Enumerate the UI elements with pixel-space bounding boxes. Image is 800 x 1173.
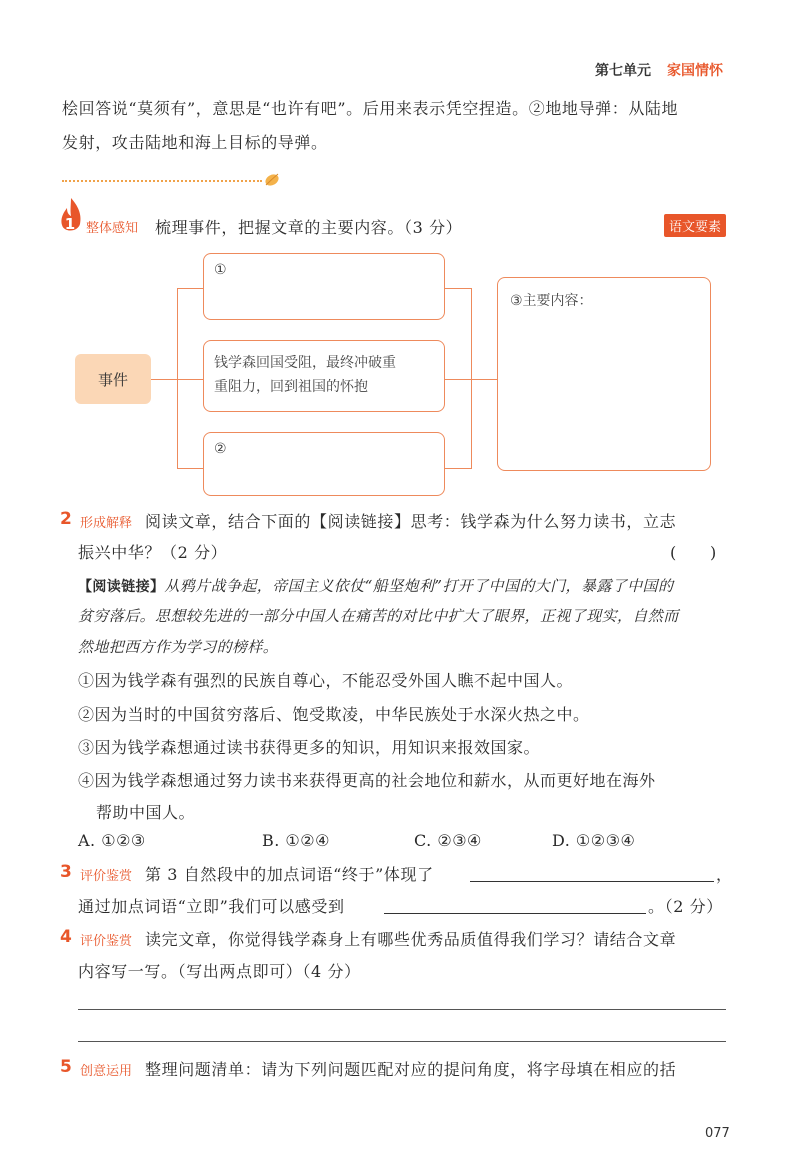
reason-3: ③因为钱学森想通过读书获得更多的知识，用知识来报效国家。 — [78, 738, 541, 757]
event-box — [75, 354, 151, 404]
reason-1: ①因为钱学森有强烈的民族自尊心，不能忍受外国人瞧不起中国人。 — [78, 671, 574, 690]
page-number: 077 — [705, 1126, 730, 1141]
option-d[interactable]: D. ①②③④ — [552, 831, 636, 850]
main-content-answer-box[interactable] — [497, 277, 711, 471]
connector — [445, 288, 472, 289]
q5-number: 5 — [60, 1057, 72, 1077]
q4-answer-line-1[interactable] — [78, 1009, 726, 1010]
option-c[interactable]: C. ②③④ — [414, 831, 482, 850]
reading-link-text-1: 从鸦片战争起，帝国主义依仗“船坚炮利”打开了中国的大门，暴露了中国的 — [164, 577, 674, 595]
q2-answer-paren[interactable]: ( ) — [670, 543, 717, 562]
connector — [177, 288, 204, 289]
reading-link-line-2: 贫穷落后。思想较先进的一部分中国人在痛苦的对比中扩大了眼界，正视了现实，自然而 — [78, 607, 679, 625]
option-b[interactable]: B. ①②④ — [262, 831, 330, 850]
svg-text:1: 1 — [64, 215, 76, 233]
event-answer-box-1[interactable] — [203, 253, 445, 320]
q3-line-1-end: ， — [716, 865, 733, 884]
reading-link-line-3: 然地把西方作为学习的榜样。 — [78, 638, 279, 656]
unit-label: 第七单元 — [595, 63, 651, 79]
connector — [471, 379, 498, 380]
q2-line-2: 振兴中华？（2 分） — [78, 543, 228, 562]
event-label: 事件 — [97, 370, 128, 389]
q3-number: 3 — [60, 862, 72, 882]
box1-marker: ① — [214, 262, 227, 278]
event-answer-box-3[interactable] — [203, 432, 445, 496]
note-line-2: 发射，攻击陆地和海上目标的导弹。 — [62, 133, 328, 152]
q3-line-2: 通过加点词语“立即”我们可以感受到 — [78, 897, 345, 916]
event-box-2 — [203, 340, 445, 412]
option-a[interactable]: A. ①②③ — [78, 831, 146, 850]
unit-theme: 家国情怀 — [667, 63, 723, 79]
box2-line-2: 重阻力，回到祖国的怀抱 — [214, 379, 368, 395]
reading-link-line-1 — [78, 575, 673, 596]
q3-tag: 评价鉴赏 — [80, 869, 133, 884]
q1-tag: 整体感知 — [86, 221, 139, 236]
q3-blank-2[interactable] — [384, 913, 646, 914]
box3-marker: ② — [214, 441, 227, 457]
connector — [445, 379, 472, 380]
connector — [151, 379, 178, 380]
reason-2: ②因为当时的中国贫穷落后、饱受欺凌，中华民族处于水深火热之中。 — [78, 705, 590, 724]
reason-4-cont: 帮助中国人。 — [96, 803, 196, 822]
q5-text: 整理问题清单：请为下列问题匹配对应的提问角度，将字母填在相应的括 — [145, 1060, 677, 1079]
q4-line-2: 内容写一写。（写出两点即可）（4 分） — [78, 962, 361, 981]
q3-line-2-end: 。（2 分） — [648, 897, 723, 916]
leaf-icon — [262, 170, 282, 188]
reading-link-head: 【阅读链接】 — [78, 579, 165, 595]
box2-line-1: 钱学森回国受阻，最终冲破重 — [214, 355, 396, 371]
connector — [177, 468, 204, 469]
q4-answer-line-2[interactable] — [78, 1041, 726, 1042]
flame-icon — [58, 196, 84, 236]
connector — [445, 468, 472, 469]
q4-line-1: 读完文章，你觉得钱学森身上有哪些优秀品质值得我们学习？请结合文章 — [145, 930, 677, 949]
q5-tag: 创意运用 — [80, 1064, 133, 1079]
section-divider — [62, 180, 262, 182]
q2-line-1: 阅读文章，结合下面的【阅读链接】思考：钱学森为什么努力读书，立志 — [145, 512, 677, 531]
q1-badge: 语文要素 — [664, 214, 726, 237]
q3-blank-1[interactable] — [470, 881, 714, 882]
q4-number: 4 — [60, 927, 72, 947]
reason-4: ④因为钱学森想通过努力读书来获得更高的社会地位和薪水，从而更好地在海外 — [78, 771, 656, 790]
q3-line-1: 第 3 自然段中的加点词语“终于”体现了 — [145, 865, 434, 884]
q4-tag: 评价鉴赏 — [80, 934, 133, 949]
note-line-1: 桧回答说“莫须有”，意思是“也许有吧”。后用来表示凭空捏造。②地地导弹：从陆地 — [62, 99, 679, 118]
q2-tag: 形成解释 — [80, 516, 133, 531]
main-box-label: ③主要内容： — [510, 293, 593, 309]
connector — [177, 379, 204, 380]
q1-text: 梳理事件，把握文章的主要内容。（3 分） — [155, 218, 463, 237]
q2-number: 2 — [60, 509, 72, 529]
